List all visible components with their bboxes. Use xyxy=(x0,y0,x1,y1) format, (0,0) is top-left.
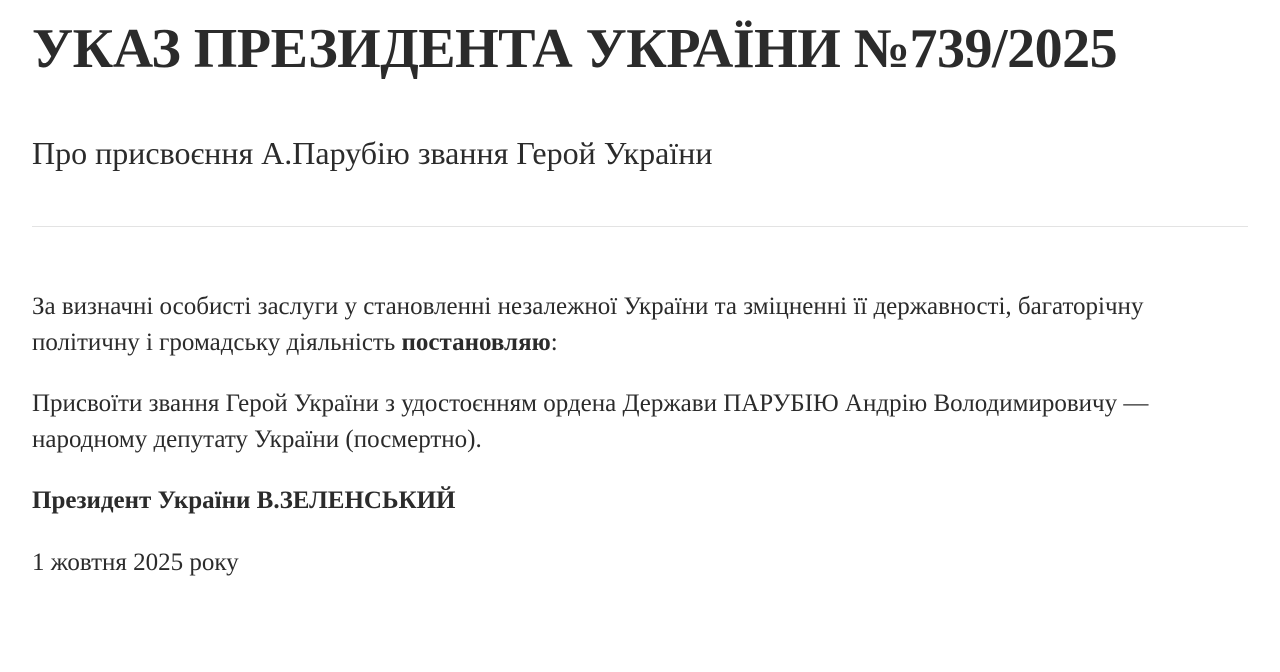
paragraph-preamble-text-before: За визначні особисті заслуги у становленні незалежної України та зміцненні її державності, багаторічну політичну і громадську діяльність xyxy=(32,293,1144,356)
signature-line: Президент України В.ЗЕЛЕНСЬКИЙ xyxy=(32,487,456,515)
document-body xyxy=(32,289,1248,580)
paragraph-decree: Присвоїти звання Герой України з удостоєнням ордена Держави ПАРУБІЮ Андрію Володимировичу — народному депутату України (посмертно). xyxy=(32,390,1149,453)
paragraph-preamble xyxy=(32,289,1207,360)
document-subtitle: Про присвоєння А.Парубію звання Герой України xyxy=(32,134,713,171)
paragraph-preamble-text-after: : xyxy=(550,328,558,356)
paragraph-preamble-emphasis: постановляю xyxy=(401,328,551,356)
document-date: 1 жовтня 2025 року xyxy=(32,548,239,576)
divider xyxy=(32,226,1248,227)
document-page xyxy=(0,18,1280,672)
page-title: УКАЗ ПРЕЗИДЕНТА УКРАЇНИ №739/2025 xyxy=(32,18,1118,80)
